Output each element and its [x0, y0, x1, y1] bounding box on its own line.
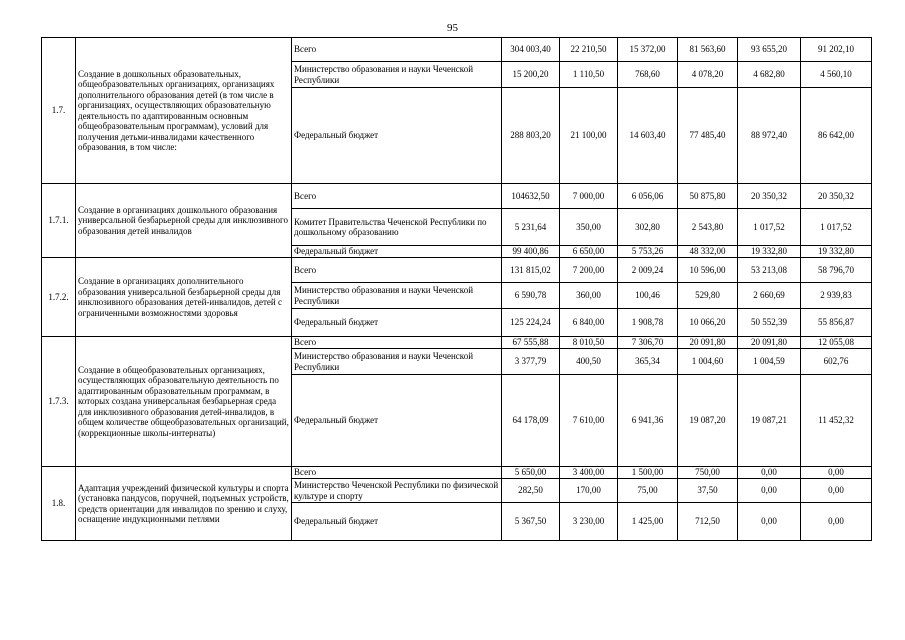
funding-source: Всего: [292, 337, 502, 349]
funding-source: Федеральный бюджет: [292, 503, 502, 541]
amount-total: 5 367,50: [502, 503, 560, 541]
item-code: 1.7.1.: [42, 184, 76, 258]
item-code: 1.8.: [42, 467, 76, 541]
budget-table: [41, 37, 872, 541]
amount-total: 15 200,20: [502, 62, 560, 88]
amount-year: 4 682,80: [738, 62, 801, 88]
amount-year: 19 087,21: [738, 375, 801, 467]
amount-year: 1 017,52: [801, 209, 872, 246]
amount-year: 365,34: [618, 349, 678, 375]
funding-source: Федеральный бюджет: [292, 375, 502, 467]
amount-year: 21 100,00: [560, 88, 618, 184]
amount-year: 7 306,70: [618, 337, 678, 349]
amount-total: 3 377,79: [502, 349, 560, 375]
amount-year: 7 610,00: [560, 375, 618, 467]
amount-total: 64 178,09: [502, 375, 560, 467]
table-row: [42, 38, 872, 62]
amount-year: 0,00: [738, 467, 801, 479]
amount-year: 768,60: [618, 62, 678, 88]
amount-total: 5 231,64: [502, 209, 560, 246]
amount-total: 99 400,86: [502, 246, 560, 258]
amount-year: 3 230,00: [560, 503, 618, 541]
amount-year: 20 350,32: [801, 184, 872, 209]
item-code: 1.7.: [42, 38, 76, 184]
amount-year: 5 753,26: [618, 246, 678, 258]
funding-source: Всего: [292, 38, 502, 62]
amount-year: 8 010,50: [560, 337, 618, 349]
table-row: [42, 467, 872, 479]
amount-year: 350,00: [560, 209, 618, 246]
amount-year: 6 650,00: [560, 246, 618, 258]
amount-year: 86 642,00: [801, 88, 872, 184]
amount-year: 20 091,80: [738, 337, 801, 349]
amount-year: 100,46: [618, 283, 678, 309]
amount-year: 0,00: [801, 467, 872, 479]
amount-year: 77 485,40: [678, 88, 738, 184]
amount-year: 170,00: [560, 479, 618, 503]
amount-year: 50 552,39: [738, 309, 801, 337]
amount-year: 19 332,80: [738, 246, 801, 258]
amount-year: 2 939,83: [801, 283, 872, 309]
amount-year: 7 200,00: [560, 258, 618, 283]
funding-source: Федеральный бюджет: [292, 246, 502, 258]
amount-year: 400,50: [560, 349, 618, 375]
amount-total: 282,50: [502, 479, 560, 503]
amount-year: 2 660,69: [738, 283, 801, 309]
table-row: [42, 258, 872, 283]
amount-year: 1 110,50: [560, 62, 618, 88]
amount-year: 93 655,20: [738, 38, 801, 62]
amount-year: 19 332,80: [801, 246, 872, 258]
amount-year: 602,76: [801, 349, 872, 375]
funding-source: Министерство образования и науки Чеченской Республики: [292, 283, 502, 309]
amount-year: 3 400,00: [560, 467, 618, 479]
amount-year: 81 563,60: [678, 38, 738, 62]
amount-year: 2 543,80: [678, 209, 738, 246]
amount-year: 1 425,00: [618, 503, 678, 541]
budget-table-body: [42, 38, 872, 541]
funding-source: Всего: [292, 184, 502, 209]
item-code: 1.7.2.: [42, 258, 76, 337]
amount-year: 4 560,10: [801, 62, 872, 88]
amount-year: 6 840,00: [560, 309, 618, 337]
amount-year: 20 091,80: [678, 337, 738, 349]
amount-year: 1 500,00: [618, 467, 678, 479]
amount-year: 6 941,36: [618, 375, 678, 467]
item-description: Создание в общеобразовательных организациях, осуществляющих образовательную деятельность по адаптированным образовательным программам, в которых создана универсальная безбарьерная среда для инклюзивного образования детей-инвалидов, в общем количестве общеобразовательных организаций, (коррекционные школы-интернаты): [76, 337, 292, 467]
amount-year: 712,50: [678, 503, 738, 541]
amount-year: 11 452,32: [801, 375, 872, 467]
amount-year: 1 004,59: [738, 349, 801, 375]
amount-year: 529,80: [678, 283, 738, 309]
amount-year: 0,00: [738, 503, 801, 541]
amount-year: 4 078,20: [678, 62, 738, 88]
amount-total: 304 003,40: [502, 38, 560, 62]
funding-source: Министерство Чеченской Республики по физической культуре и спорту: [292, 479, 502, 503]
amount-year: 10 066,20: [678, 309, 738, 337]
funding-source: Министерство образования и науки Чеченской Республики: [292, 62, 502, 88]
amount-year: 302,80: [618, 209, 678, 246]
amount-year: 1 908,78: [618, 309, 678, 337]
amount-year: 22 210,50: [560, 38, 618, 62]
amount-year: 1 017,52: [738, 209, 801, 246]
amount-year: 91 202,10: [801, 38, 872, 62]
page-number: 95: [447, 22, 458, 34]
amount-year: 14 603,40: [618, 88, 678, 184]
amount-total: 6 590,78: [502, 283, 560, 309]
amount-total: 125 224,24: [502, 309, 560, 337]
amount-year: 48 332,00: [678, 246, 738, 258]
item-description: Создание в организациях дополнительного образования универсальной безбарьерной среды для инклюзивного образования детей-инвалидов, детей с ограниченными возможностями здоровья: [76, 258, 292, 337]
amount-year: 37,50: [678, 479, 738, 503]
funding-source: Федеральный бюджет: [292, 309, 502, 337]
amount-year: 55 856,87: [801, 309, 872, 337]
amount-year: 750,00: [678, 467, 738, 479]
amount-year: 1 004,60: [678, 349, 738, 375]
funding-source: Всего: [292, 258, 502, 283]
amount-year: 0,00: [738, 479, 801, 503]
item-description: Адаптация учреждений физической культуры и спорта (установка пандусов, поручней, подъемных устройств, средств ориентации для инвалидов по зрению и слуху, оснащение индукционными петлями: [76, 467, 292, 541]
item-description: Создание в организациях дошкольного образования универсальной безбарьерной среды для инклюзивного образования детей инвалидов: [76, 184, 292, 258]
table-row: [42, 184, 872, 209]
amount-year: 50 875,80: [678, 184, 738, 209]
item-description: Создание в дошкольных образовательных, общеобразовательных организациях, организациях дополнительного образования детей (в том числе в организациях, осуществляющих образовательную деятельность по адаптированным основным общеобразовательным программам), условий для получения детьми-инвалидами качественного образования, в том числе:: [76, 38, 292, 184]
amount-year: 10 596,00: [678, 258, 738, 283]
funding-source: Комитет Правительства Чеченской Республики по дошкольному образованию: [292, 209, 502, 246]
amount-year: 2 009,24: [618, 258, 678, 283]
amount-year: 88 972,40: [738, 88, 801, 184]
amount-year: 15 372,00: [618, 38, 678, 62]
amount-year: 12 055,08: [801, 337, 872, 349]
funding-source: Всего: [292, 467, 502, 479]
table-row: [42, 337, 872, 349]
amount-year: 20 350,32: [738, 184, 801, 209]
amount-year: 7 000,00: [560, 184, 618, 209]
amount-total: 104632,50: [502, 184, 560, 209]
amount-year: 53 213,08: [738, 258, 801, 283]
amount-year: 0,00: [801, 479, 872, 503]
amount-total: 67 555,88: [502, 337, 560, 349]
amount-total: 288 803,20: [502, 88, 560, 184]
amount-total: 5 650,00: [502, 467, 560, 479]
funding-source: Министерство образования и науки Чеченской Республики: [292, 349, 502, 375]
amount-year: 360,00: [560, 283, 618, 309]
item-code: 1.7.3.: [42, 337, 76, 467]
amount-year: 19 087,20: [678, 375, 738, 467]
amount-year: 6 056,06: [618, 184, 678, 209]
amount-year: 75,00: [618, 479, 678, 503]
amount-year: 58 796,70: [801, 258, 872, 283]
funding-source: Федеральный бюджет: [292, 88, 502, 184]
amount-total: 131 815,02: [502, 258, 560, 283]
amount-year: 0,00: [801, 503, 872, 541]
